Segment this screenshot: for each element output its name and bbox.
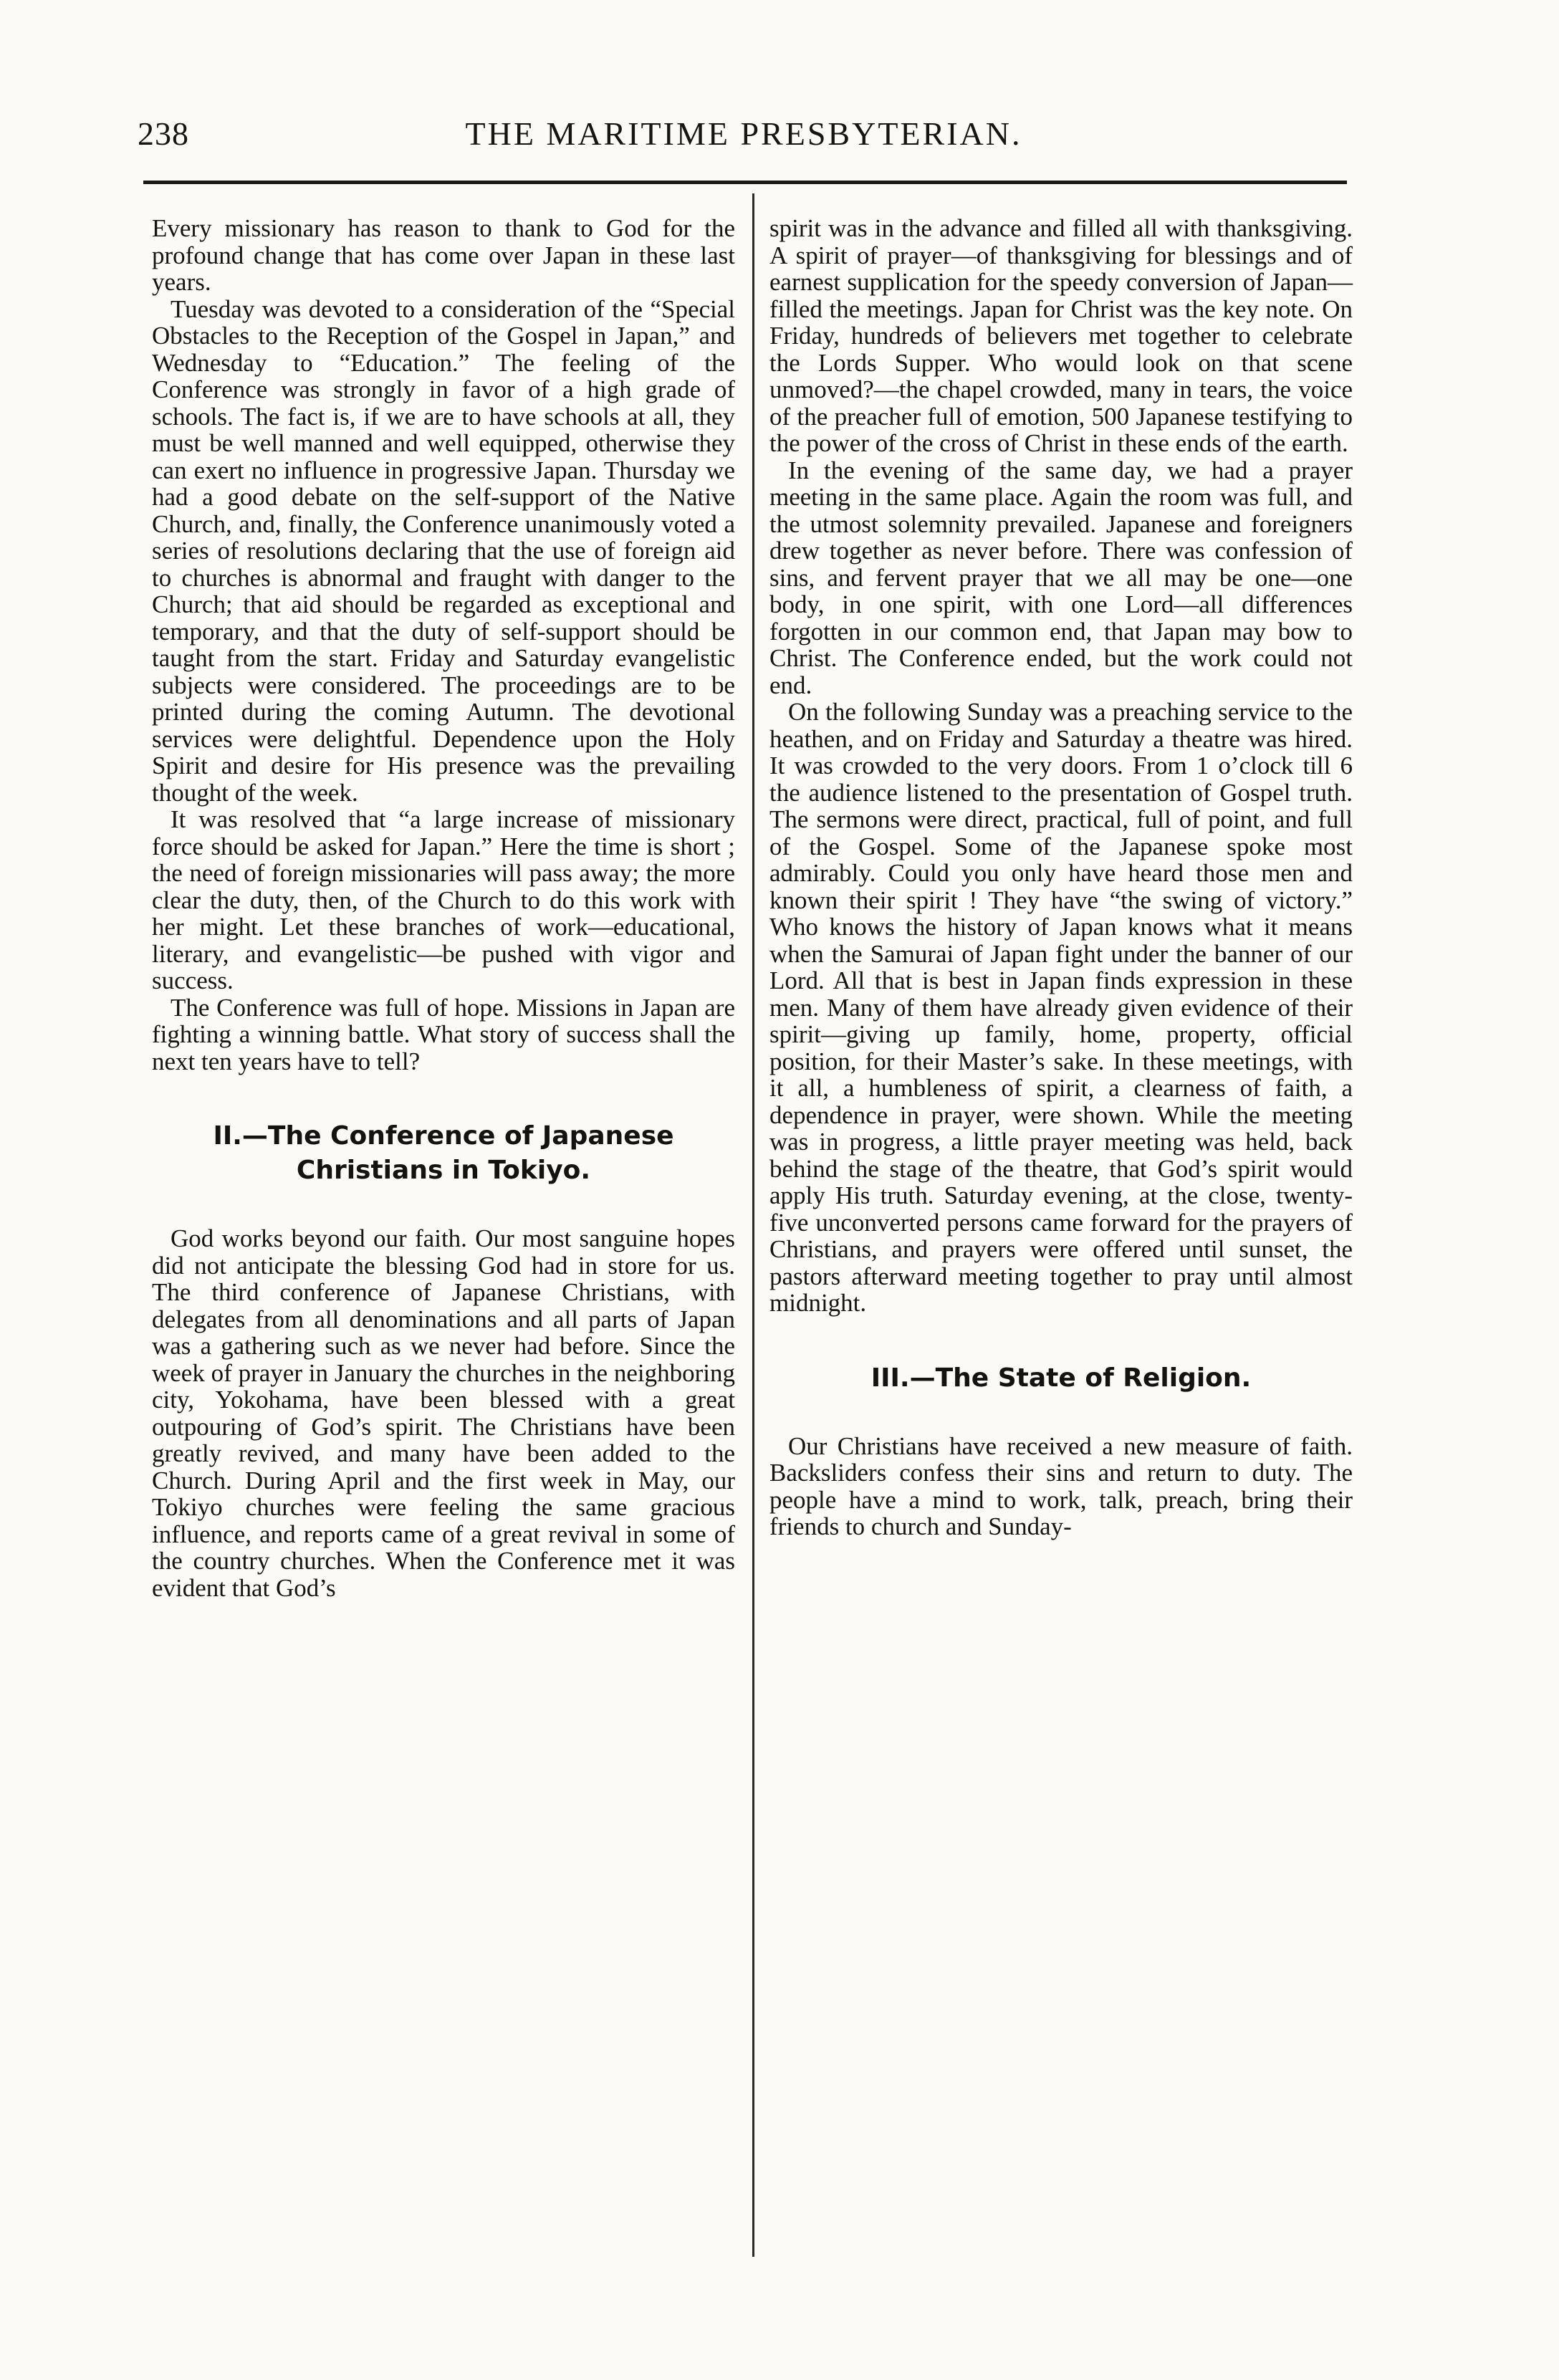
- section-heading: III.—The State of Religion.: [870, 1363, 1252, 1393]
- paragraph: Our Christians have received a new measure of faith. Backsliders confess their sins and return to duty. The people have a mind to work, talk, preach, bring their friends to church and Sunday-: [769, 1431, 1353, 1540]
- page-header: [138, 107, 1350, 165]
- paragraph: On the following Sunday was a preaching service to the heathen, and on Friday and Saturday a theatre was hired. It was crowded to the very doors. From 1 o’clock till 6 the audience listened to the presentation of Gospel truth. The sermons were direct, practical, full of point, and full of the Gospel. Some of the Japanese spoke most admirably. Could you only have heard those men and known their spirit ! They have “the swing of victory.” Who knows the history of Japan knows what it means when the Samurai of Japan fight under the banner of our Lord. All that is best in Japan finds expression in these men. Many of them have already given evidence of their spirit—giving up family, home, property, official position, for their Master’s sake. In these meetings, with it all, a humbleness of spirit, a clearness of faith, a dependence in prayer, were shown. While the meeting was in progress, a little prayer meeting was held, back behind the stage of the theatre, that God’s spirit would apply His truth. Saturday evening, at the close, twenty-five unconverted persons came forward for the prayers of Christians, and prayers were offered until sunset, the pastors afterward meeting together to pray until almost midnight.: [769, 698, 1353, 1317]
- header-rule: [143, 181, 1347, 184]
- column-divider: [752, 193, 754, 2257]
- section-heading: II.—The Conference of Japanese Christians in Tokiyo.: [213, 1121, 674, 1185]
- paragraph: In the evening of the same day, we had a prayer meeting in the same place. Again the room was full, and the utmost solemnity prevailed. Japanese and foreigners drew together as never before. There was confession of sins, and fervent prayer that we all may be one—one body, in one spirit, with one Lord—all differences forgotten in our common end, that Japan may bow to Christ. The Conference ended, but the work could not end.: [769, 456, 1353, 699]
- paragraph: Tuesday was devoted to a consideration of the “Special Obstacles to the Reception of the Gospel in Japan,” and Wednesday to “Education.” The feeling of the Conference was strongly in favor of a high grade of schools. The fact is, if we are to have schools at all, they must be well manned and well equipped, otherwise they can exert no influence in progressive Japan. Thursday we had a good debate on the self-support of the Native Church, and, finally, the Conference unanimously voted a series of resolutions declaring that the use of foreign aid to churches is abnormal and fraught with danger to the Church; that aid should be regarded as exceptional and temporary, and that the duty of self-support should be taught from the start. Friday and Saturday evangelistic subjects were considered. The proceedings are to be printed during the coming Autumn. The devotional services were delightful. Dependence upon the Holy Spirit and desire for His presence was the prevailing thought of the week.: [152, 294, 735, 807]
- paragraph: spirit was in the advance and filled all with thanksgiving. A spirit of prayer—of thanksgiving for blessings and of earnest supplication for the speedy conversion of Japan—filled the meetings. Japan for Christ was the key note. On Friday, hundreds of believers met together to celebrate the Lords Supper. Who would look on that scene unmoved?—the chapel crowded, many in tears, the voice of the preacher full of emotion, 500 Japanese testifying to the power of the cross of Christ in these ends of the earth.: [769, 214, 1353, 457]
- publication-title: THE MARITIME PRESBYTERIAN.: [465, 115, 1022, 152]
- paragraph: God works beyond our faith. Our most sanguine hopes did not anticipate the blessing God had in store for us. The third conference of Japanese Christians, with delegates from all denominations and all parts of Japan was a gathering such as we never had before. Since the week of prayer in January the churches in the neighboring city, Yokohama, have been blessed with a great outpouring of God’s spirit. The Christians have been greatly revived, and many have been added to the Church. During April and the first week in May, our Tokiyo churches were feeling the same gracious influence, and reports came of a great revival in some of the country churches. When the Conference met it was evident that God’s: [152, 1224, 735, 1602]
- right-column: [769, 215, 1353, 1540]
- page-number: 238: [138, 115, 189, 152]
- paragraph: Every missionary has reason to thank to God for the profound change that has come over Japan in these last years.: [152, 214, 735, 296]
- paragraph: The Conference was full of hope. Missions in Japan are fighting a winning battle. What story of success shall the next ten years have to tell?: [152, 993, 735, 1075]
- left-column: [152, 215, 735, 1601]
- paragraph: It was resolved that “a large increase of missionary force should be asked for Japan.” Here the time is short ; the need of foreign missionaries will pass away; the more clear the duty, then, of the Church to do this work with her might. Let these branches of work—educational, literary, and evangelistic—be pushed with vigor and success.: [152, 805, 735, 994]
